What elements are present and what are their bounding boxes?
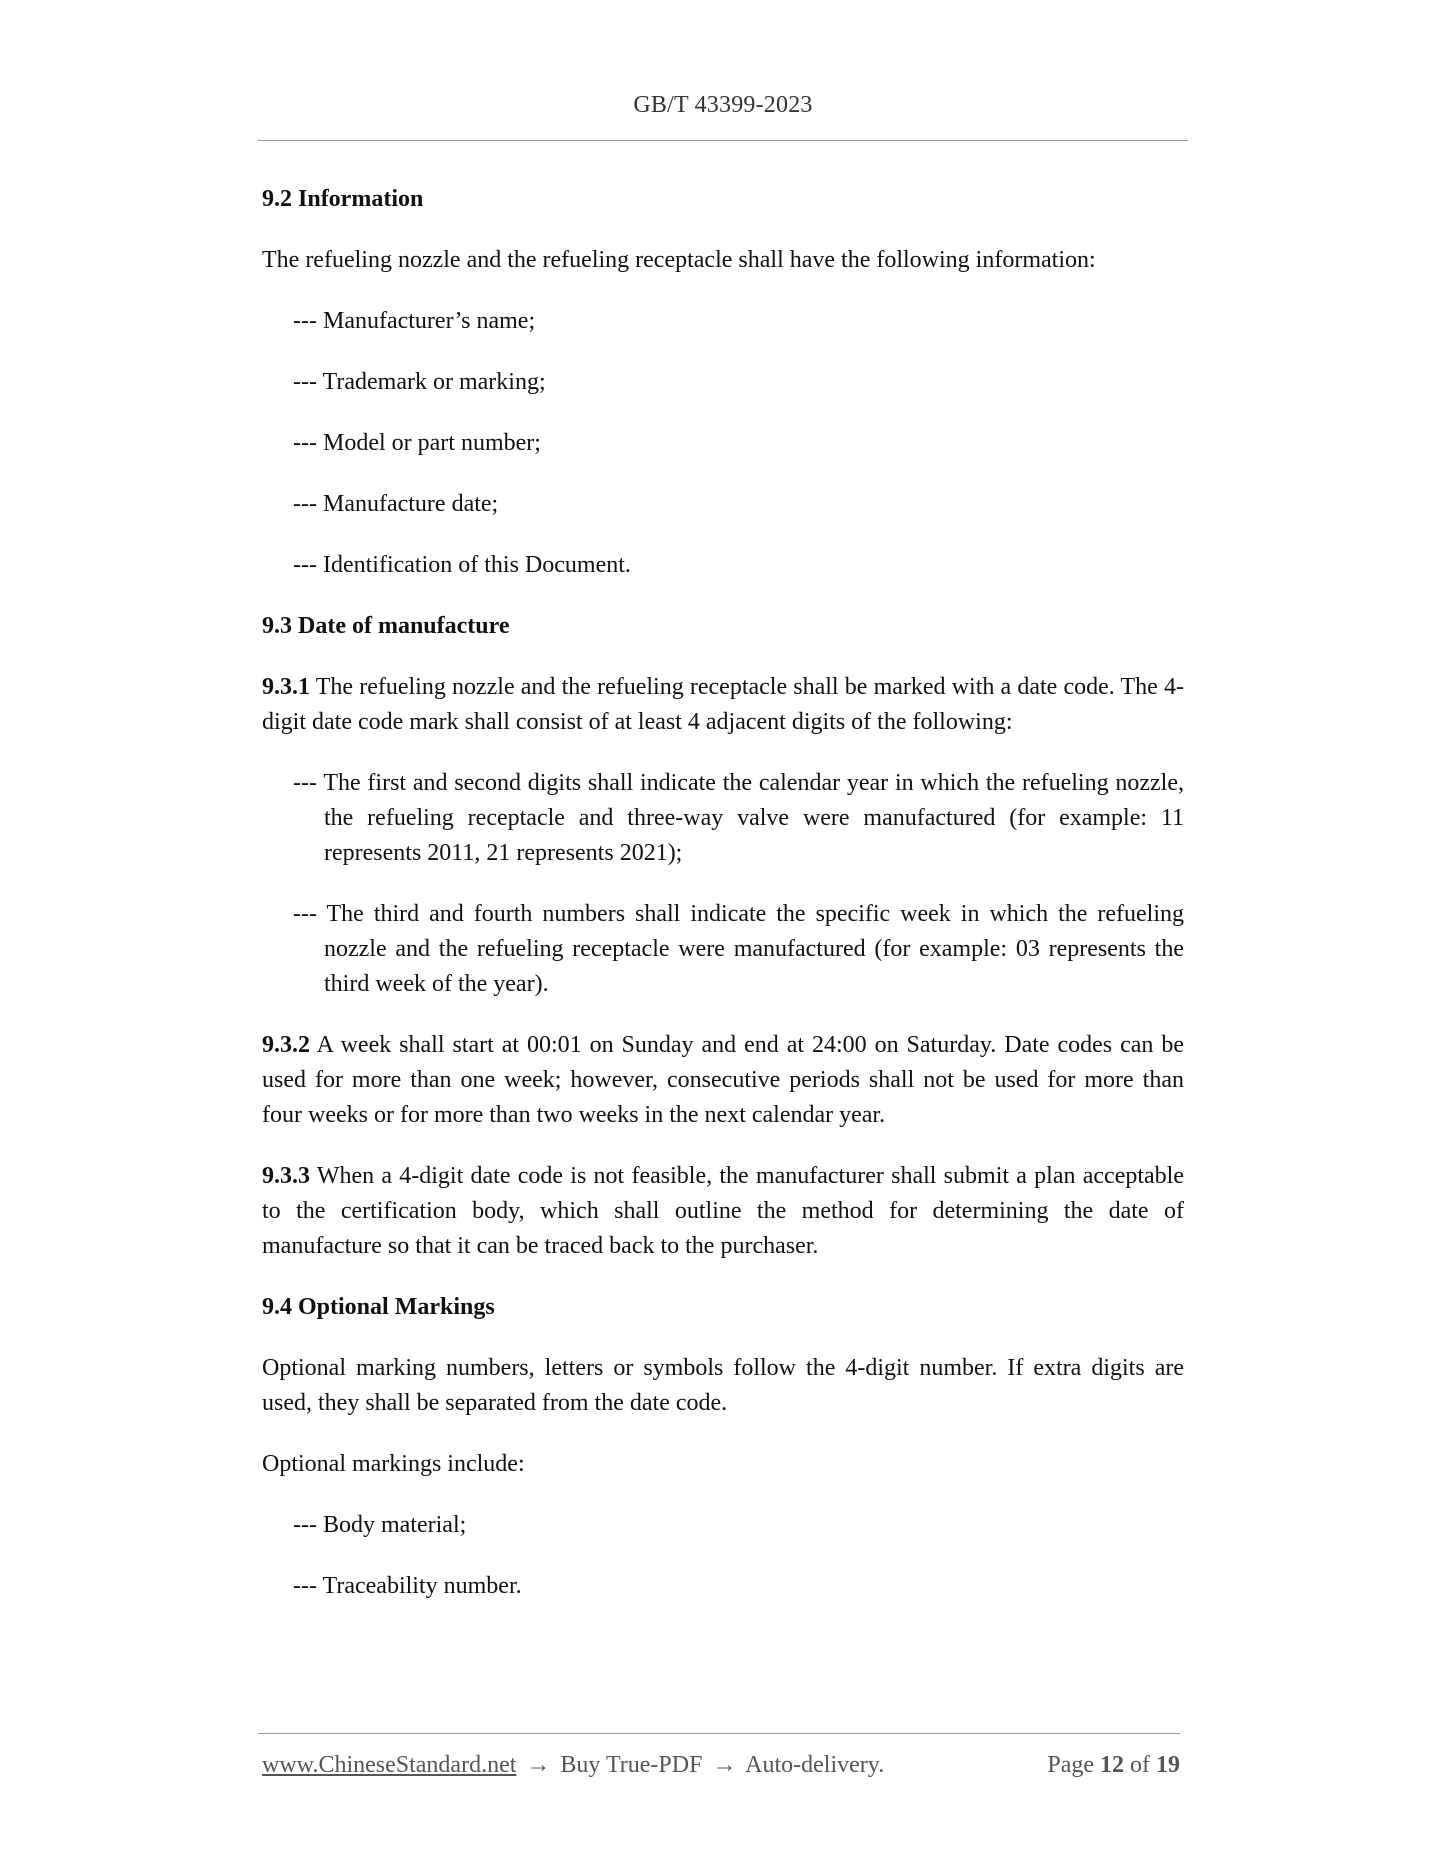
paragraph-9-4-1: Optional marking numbers, letters or symbols follow the 4-digit number. If extra digits are used, they shall be separated from the date code. — [262, 1355, 1184, 1416]
page-number — [1047, 1752, 1180, 1779]
list-item: --- Identification of this Document. — [293, 552, 631, 578]
clause-number: 9.3.3 — [262, 1163, 310, 1189]
list-item: --- Trademark or marking; — [293, 369, 546, 395]
clause-text: The refueling nozzle and the refueling receptacle shall be marked with a date code. The 4-digit date code mark shall consist of at least 4 adjacent digits of the following: — [262, 674, 1184, 735]
list-item: --- Manufacture date; — [293, 491, 499, 517]
arrow-right-icon: → — [712, 1752, 737, 1778]
list-item: --- The third and fourth numbers shall indicate the specific week in which the refueling nozzle and the refueling receptacle were manufactured (for example: 03 represents the third week of the year). — [293, 901, 1184, 997]
paragraph-9-2-intro: The refueling nozzle and the refueling receptacle shall have the following information: — [262, 247, 1096, 273]
section-heading-9-3: 9.3 Date of manufacture — [262, 613, 510, 639]
total-pages: 19 — [1156, 1752, 1180, 1778]
clause-number: 9.3.1 — [262, 674, 310, 700]
section-heading-9-4: 9.4 Optional Markings — [262, 1294, 495, 1320]
paragraph-9-4-2: Optional markings include: — [262, 1451, 525, 1477]
section-heading-9-2: 9.2 Information — [262, 186, 424, 212]
list-item: --- Body material; — [293, 1512, 467, 1538]
page-content — [262, 182, 1184, 1630]
list-item: --- Manufacturer’s name; — [293, 308, 536, 334]
arrow-right-icon: → — [526, 1752, 551, 1778]
clause-number: 9.3.2 — [262, 1032, 310, 1058]
of-label: of — [1130, 1752, 1150, 1778]
paragraph-9-3-1 — [262, 670, 1184, 740]
footer-divider — [258, 1733, 1180, 1734]
list-item: --- The first and second digits shall indicate the calendar year in which the refueling nozzle, the refueling receptacle and three-way valve were manufactured (for example: 11 represents 2011, 21 represents 2021); — [293, 770, 1184, 866]
current-page: 12 — [1100, 1752, 1124, 1778]
list-item: --- Traceability number. — [293, 1573, 522, 1599]
delivery-text: Auto-delivery. — [745, 1752, 885, 1778]
website-link[interactable]: www.ChineseStandard.net — [262, 1752, 517, 1778]
paragraph-9-3-2 — [262, 1028, 1184, 1133]
footer-promo — [262, 1752, 884, 1779]
clause-text: A week shall start at 00:01 on Sunday and end at 24:00 on Saturday. Date codes can be used for more than one week; however, consecutive periods shall not be used for more than four weeks or for more than two weeks in the next calendar year. — [262, 1032, 1184, 1128]
list-item: --- Model or part number; — [293, 430, 541, 456]
header-divider — [258, 140, 1188, 141]
page-label: Page — [1047, 1752, 1094, 1778]
document-id-header: GB/T 43399-2023 — [633, 92, 813, 118]
paragraph-9-3-3 — [262, 1159, 1184, 1264]
buy-text: Buy True-PDF — [560, 1752, 703, 1778]
clause-text: When a 4-digit date code is not feasible, the manufacturer shall submit a plan acceptable to the certification body, which shall outline the method for determining the date of manufacture so that it can be traced back to the purchaser. — [262, 1163, 1184, 1259]
